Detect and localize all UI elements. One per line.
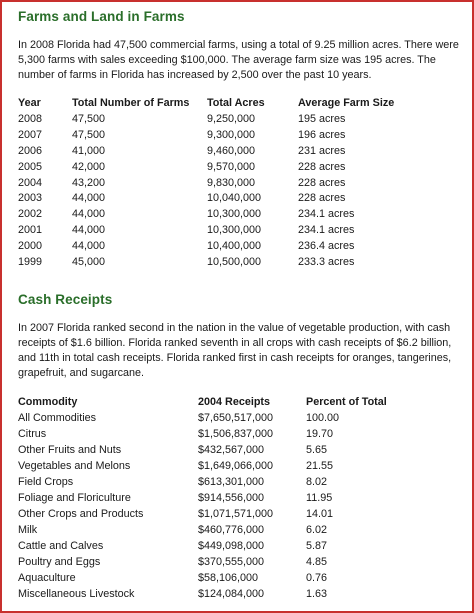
cash-table-column-header: Commodity [18, 396, 78, 408]
farms-table-cell: 2007 [18, 128, 43, 141]
farms-table-cell: 10,300,000 [207, 224, 262, 237]
cash-table-cell: $1,506,837,000 [198, 428, 274, 440]
farms-table-cell: 236.4 acres [298, 240, 355, 253]
farms-table-column-header: Year [18, 97, 41, 109]
cash-table-cell: Other Fruits and Nuts [18, 444, 122, 456]
farms-table-column-header: Average Farm Size [298, 97, 395, 109]
cash-table-cell: $613,301,000 [198, 476, 265, 488]
farms-table-cell: 231 acres [298, 144, 346, 157]
cash-table-column-header: Percent of Total [306, 396, 387, 408]
farms-table-cell: 2002 [18, 208, 43, 221]
cash-table-cell: Cattle and Calves [18, 540, 104, 552]
farms-table-cell: 10,300,000 [207, 208, 262, 221]
farms-paragraph: In 2008 Florida had 47,500 commercial farms, using a total of 9.25 million acres. There were 5,300 farms with sales exceeding $100,000. The average farm size was 195 acres. The number of farms in Florida has increased by 2,500 over the past 10 years. [18, 39, 459, 81]
farms-table-cell: 9,460,000 [207, 144, 256, 157]
farms-table-cell: 10,500,000 [207, 256, 262, 268]
cash-paragraph: In 2007 Florida ranked second in the nation in the value of vegetable production, with cash receipts of $1.6 billion. Florida ranked seventh in all crops with cash receipts of $6.2 billion, and 11th in total cash receipts. Florida ranked first in cash receipts for oranges, tangerines, grapefruit, and sugarcane. [18, 322, 452, 379]
cash-table-cell: Miscellaneous Livestock [18, 588, 135, 600]
cash-table-cell: 1.63 [306, 588, 328, 600]
cash-table-cell: Milk [18, 524, 38, 536]
farms-table-cell: 10,400,000 [207, 240, 262, 253]
farms-table-cell: 234.1 acres [298, 224, 355, 237]
cash-table-cell: $432,567,000 [198, 444, 265, 456]
farms-table-cell: 42,000 [72, 160, 106, 173]
cash-table-cell: $58,106,000 [198, 572, 259, 584]
farms-table-cell: 44,000 [72, 208, 106, 221]
cash-table-cell: Other Crops and Products [18, 508, 144, 520]
farms-table-cell: 228 acres [298, 160, 346, 173]
farms-table-cell: 2008 [18, 112, 43, 125]
farms-table-cell: 2000 [18, 240, 43, 253]
cash-table-cell: $7,650,517,000 [198, 412, 274, 424]
farms-table-cell: 9,830,000 [207, 176, 256, 189]
cash-table-cell: Field Crops [18, 476, 74, 488]
farms-table-cell: 44,000 [72, 192, 106, 205]
farms-table-cell: 1999 [18, 256, 43, 268]
farms-table-cell: 2005 [18, 160, 43, 173]
cash-table-cell: Citrus [18, 428, 47, 440]
cash-table-cell: All Commodities [18, 412, 96, 424]
cash-table-cell: 11.95 [306, 492, 333, 504]
farms-table-cell: 47,500 [72, 112, 106, 125]
cash-table-cell: Vegetables and Melons [18, 460, 131, 472]
cash-table-cell: 21.55 [306, 460, 334, 472]
cash-table-cell: 8.02 [306, 476, 328, 488]
farms-table-cell: 45,000 [72, 256, 106, 268]
cash-table-cell: $124,084,000 [198, 588, 265, 600]
farms-section-title: Farms and Land in Farms [18, 9, 185, 24]
farms-table-cell: 41,000 [72, 144, 106, 157]
cash-table-cell: $1,071,571,000 [198, 508, 274, 520]
cash-table-cell: $460,776,000 [198, 524, 265, 536]
farms-table-cell: 196 acres [298, 128, 346, 141]
cash-table-cell: Foliage and Floriculture [18, 492, 131, 504]
farms-table-cell: 228 acres [298, 192, 346, 205]
cash-table-cell: Aquaculture [18, 572, 76, 584]
farms-table-cell: 43,200 [72, 176, 106, 189]
cash-table-cell: 14.01 [306, 508, 334, 520]
farms-table-cell: 2003 [18, 192, 43, 205]
farms-table-column-header: Total Acres [207, 97, 265, 109]
farms-table-cell: 9,570,000 [207, 160, 256, 173]
cash-section-title: Cash Receipts [18, 292, 113, 307]
farms-table-cell: 233.3 acres [298, 256, 355, 268]
cash-table-cell: 0.76 [306, 572, 328, 584]
cash-table-cell: 100.00 [306, 412, 340, 424]
cash-table-cell: 5.87 [306, 540, 328, 552]
cash-table-cell: $1,649,066,000 [198, 460, 274, 472]
farms-table-cell: 2006 [18, 144, 43, 157]
cash-table-cell: 6.02 [306, 524, 328, 536]
farms-table-column-header: Total Number of Farms [72, 97, 190, 109]
farms-table-cell: 195 acres [298, 112, 346, 125]
cash-table-cell: Poultry and Eggs [18, 556, 101, 568]
cash-table-cell: $914,556,000 [198, 492, 265, 504]
farms-table-cell: 44,000 [72, 240, 106, 253]
farms-table-cell: 234.1 acres [298, 208, 355, 221]
cash-table-cell: 19.70 [306, 428, 334, 440]
farms-table-cell: 2001 [18, 224, 43, 237]
farms-table-cell: 44,000 [72, 224, 106, 237]
cash-table-cell: 4.85 [306, 556, 328, 568]
cash-table-cell: $449,098,000 [198, 540, 265, 552]
farms-table-cell: 10,040,000 [207, 192, 262, 205]
farms-table-cell: 9,250,000 [207, 112, 256, 125]
cash-table-cell: $370,555,000 [198, 556, 265, 568]
farms-table-cell: 9,300,000 [207, 128, 256, 141]
farms-table-cell: 2004 [18, 176, 43, 189]
cash-table-cell: 5.65 [306, 444, 328, 456]
farms-table-cell: 228 acres [298, 176, 346, 189]
cash-table-column-header: 2004 Receipts [198, 396, 271, 408]
farms-table-cell: 47,500 [72, 128, 106, 141]
